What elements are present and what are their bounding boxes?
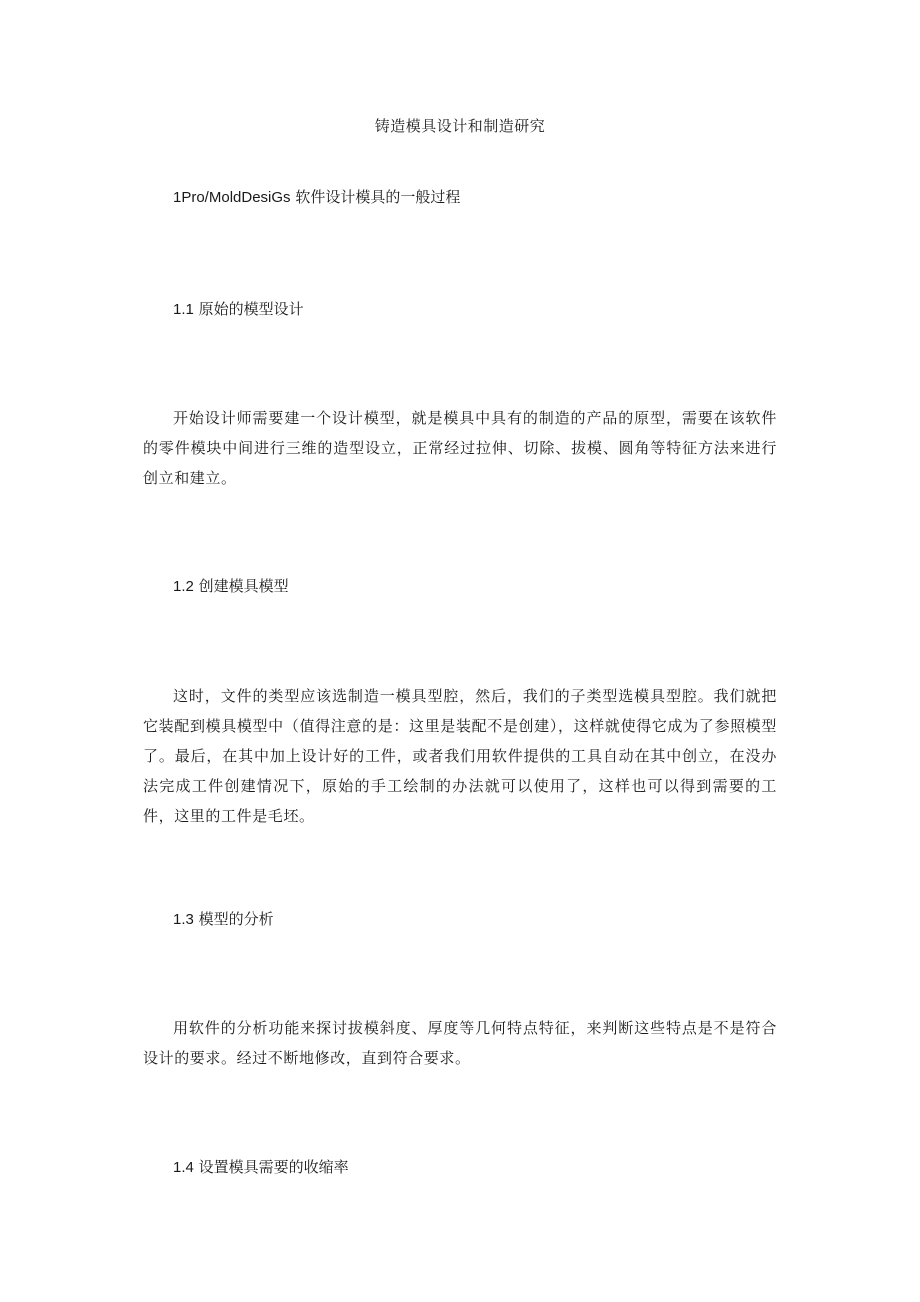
section-title: 软件设计模具的一般过程 [290, 188, 461, 206]
paragraph-1-3: 用软件的分析功能来探讨拔模斜度、厚度等几何特点特征，来判断这些特点是不是符合设计的要求。经过不断地修改，直到符合要求。 [143, 1019, 777, 1067]
section-heading-1-3 [173, 909, 274, 930]
section-title: 设置模具需要的收缩率 [193, 1158, 349, 1176]
section-number: 1.4 [173, 1159, 194, 1176]
section-heading-1-4 [173, 1157, 349, 1178]
section-number: 1.2 [173, 578, 194, 595]
paragraph-1-2: 这时，文件的类型应该选制造一模具型腔，然后，我们的子类型选模具型腔。我们就把它装配到模具模型中（值得注意的是：这里是装配不是创建），这样就使得它成为了参照模型了。最后，在其中加上设计好的工件，或者我们用软件提供的工具自动在其中创立，在没办法完成工件创建情况下，原始的手工绘制的办法就可以使用了，这样也可以得到需要的工件，这里的工件是毛坯。 [143, 687, 777, 825]
section-heading-1-2 [173, 576, 289, 597]
section-number: 1.1 [173, 301, 194, 318]
section-number: 1Pro/MoldDesiGs [173, 189, 291, 206]
section-heading-1 [173, 187, 460, 208]
document-title: 铸造模具设计和制造研究 [374, 117, 546, 135]
section-number: 1.3 [173, 911, 194, 928]
section-title: 创建模具模型 [193, 577, 289, 595]
section-heading-1-1 [173, 299, 304, 320]
paragraph-1-1: 开始设计师需要建一个设计模型，就是模具中具有的制造的产品的原型，需要在该软件的零件模块中间进行三维的造型设立，正常经过拉伸、切除、拔模、圆角等特征方法来进行创立和建立。 [143, 409, 777, 487]
section-title: 原始的模型设计 [193, 300, 304, 318]
section-title: 模型的分析 [193, 910, 274, 928]
